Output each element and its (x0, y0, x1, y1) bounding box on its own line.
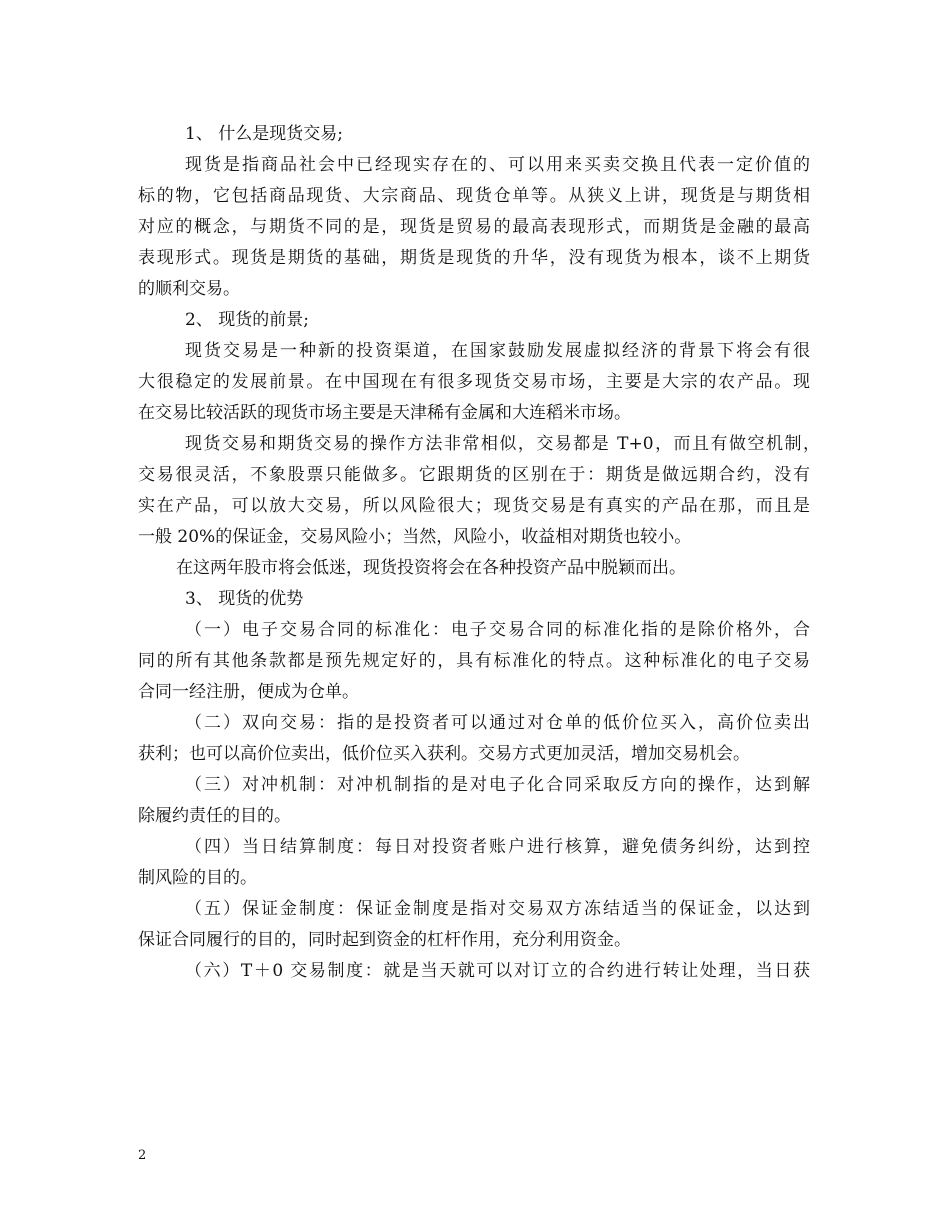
paragraph-line: 获利；也可以高价位卖出，低价位买入获利。交易方式更加灵活，增加交易机会。 (138, 744, 750, 764)
paragraph-line: （一）电子交易合同的标准化：电子交易合同的标准化指的是除价格外，合 (185, 620, 810, 640)
paragraph-line: （四）当日结算制度：每日对投资者账户进行核算，避免债务纠纷，达到控 (185, 837, 810, 857)
paragraph-line: 保证合同履行的目的，同时起到资金的杠杆作用，充分利用资金。 (138, 930, 631, 950)
paragraph-line: 的顺利交易。 (138, 279, 240, 299)
paragraph-line: 现货交易和期货交易的操作方法非常相似，交易都是 T+0，而且有做空机制， (185, 434, 820, 454)
section-heading-3: 3、 现货的优势 (185, 589, 304, 609)
paragraph-line: （六）T＋0 交易制度：就是当天就可以对订立的合约进行转让处理，当日获 (185, 961, 810, 981)
paragraph-line: 现货是指商品社会中已经现实存在的、可以用来买卖交换且代表一定价值的 (185, 155, 810, 175)
paragraph-line: 除履约责任的目的。 (138, 806, 291, 826)
paragraph-line: 交易很灵活，不象股票只能做多。它跟期货的区别在于：期货是做远期合约，没有 (138, 465, 810, 485)
paragraph-line: 大很稳定的发展前景。在中国现在有很多现货交易市场，主要是大宗的农产品。现 (138, 372, 810, 392)
paragraph-line: 一般 20%的保证金，交易风险小；当然，风险小，收益相对期货也较小。 (138, 527, 692, 547)
section-heading-1: 1、 什么是现货交易; (185, 124, 343, 144)
section-heading-2: 2、 现货的前景; (185, 310, 309, 330)
paragraph-line: （五）保证金制度：保证金制度是指对交易双方冻结适当的保证金，以达到 (185, 899, 810, 919)
paragraph-line: 在交易比较活跃的现货市场主要是天津稀有金属和大连稻米市场。 (138, 403, 631, 423)
paragraph-line: 实在产品，可以放大交易，所以风险很大；现货交易是有真实的产品在那，而且是 (138, 496, 810, 516)
paragraph-line: 标的物，它包括商品现货、大宗商品、现货仓单等。从狭义上讲，现货是与期货相 (138, 186, 810, 206)
paragraph-line: 对应的概念，与期货不同的是，现货是贸易的最高表现形式，而期货是金融的最高 (138, 217, 810, 237)
paragraph-line: （三）对冲机制：对冲机制指的是对电子化合同采取反方向的操作，达到解 (185, 775, 810, 795)
paragraph-line: 合同一经注册，便成为仓单。 (138, 682, 359, 702)
paragraph-line: 现货交易是一种新的投资渠道，在国家鼓励发展虚拟经济的背景下将会有很 (185, 341, 810, 361)
paragraph-line: （二）双向交易：指的是投资者可以通过对仓单的低价位买入，高价位卖出 (185, 713, 810, 733)
page-number: 2 (138, 1148, 147, 1163)
paragraph-line: 制风险的目的。 (138, 868, 257, 888)
paragraph-line: 在这两年股市将会低迷，现货投资将会在各种投资产品中脱颖而出。 (176, 558, 686, 578)
paragraph-line: 表现形式。现货是期货的基础，期货是现货的升华，没有现货为根本，谈不上期货 (138, 248, 810, 268)
paragraph-line: 同的所有其他条款都是预先规定好的，具有标准化的特点。这种标准化的电子交易 (138, 651, 810, 671)
